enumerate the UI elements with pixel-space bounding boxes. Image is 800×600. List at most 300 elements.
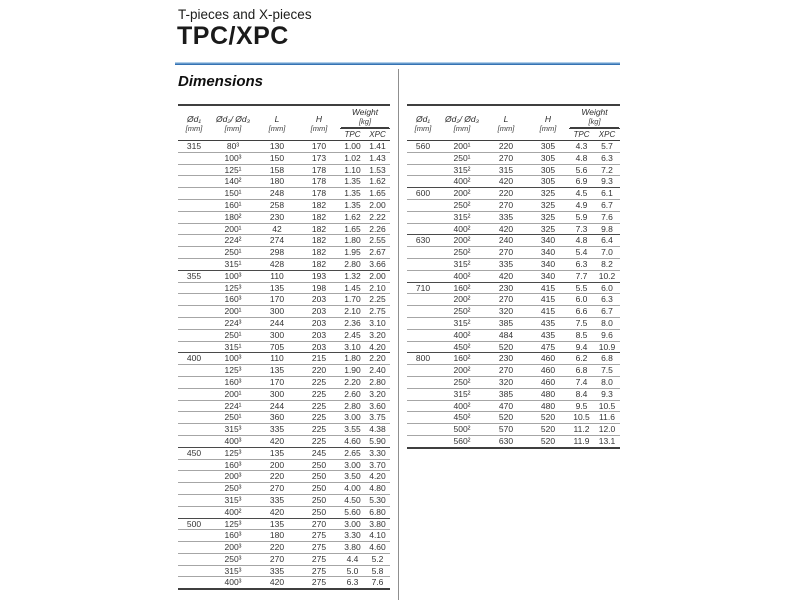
cell-l: 520 xyxy=(485,412,527,424)
cell-d1 xyxy=(407,388,439,400)
table-row xyxy=(407,353,620,365)
table-row xyxy=(407,141,620,153)
cell-tpc: 1.35 xyxy=(340,176,365,188)
cell-h: 250 xyxy=(298,494,340,506)
cell-tpc: 6.8 xyxy=(569,365,594,377)
cell-h: 435 xyxy=(527,317,569,329)
cell-xpc: 9.3 xyxy=(594,176,620,188)
cell-d1: 710 xyxy=(407,282,439,294)
cell-tpc: 6.0 xyxy=(569,294,594,306)
cell-d1 xyxy=(178,235,210,247)
cell-d2: 315² xyxy=(439,317,485,329)
cell-tpc: 3.10 xyxy=(340,341,365,353)
cell-l: 220 xyxy=(256,471,298,483)
cell-tpc: 5.5 xyxy=(569,282,594,294)
cell-xpc: 8.2 xyxy=(594,258,620,270)
cell-l: 110 xyxy=(256,270,298,282)
table-row xyxy=(407,435,620,447)
cell-d2: 400² xyxy=(439,400,485,412)
cell-d1 xyxy=(178,258,210,270)
cell-tpc: 7.4 xyxy=(569,376,594,388)
cell-l: 110 xyxy=(256,353,298,365)
table-row xyxy=(178,341,390,353)
cell-h: 325 xyxy=(527,211,569,223)
cell-tpc: 1.00 xyxy=(340,141,365,153)
column-header-d1: Ød₁ [mm] xyxy=(407,105,439,141)
cell-h: 340 xyxy=(527,235,569,247)
cell-tpc: 2.65 xyxy=(340,447,365,459)
page-title: TPC/XPC xyxy=(177,22,289,50)
cell-tpc: 2.45 xyxy=(340,329,365,341)
cell-d1 xyxy=(178,376,210,388)
table-row xyxy=(407,376,620,388)
cell-tpc: 5.6 xyxy=(569,164,594,176)
table-row xyxy=(178,282,390,294)
table-row xyxy=(178,506,390,518)
cell-d2: 400² xyxy=(439,270,485,282)
cell-h: 182 xyxy=(298,223,340,235)
cell-h: 270 xyxy=(298,518,340,530)
cell-l: 335 xyxy=(256,565,298,577)
cell-d1 xyxy=(407,223,439,235)
cell-tpc: 3.50 xyxy=(340,471,365,483)
cell-xpc: 9.6 xyxy=(594,329,620,341)
cell-d1 xyxy=(178,400,210,412)
dimensions-table-left xyxy=(178,104,390,590)
cell-h: 460 xyxy=(527,365,569,377)
cell-xpc: 11.6 xyxy=(594,412,620,424)
cell-tpc: 4.4 xyxy=(340,553,365,565)
cell-tpc: 4.00 xyxy=(340,483,365,495)
cell-tpc: 8.4 xyxy=(569,388,594,400)
cell-l: 705 xyxy=(256,341,298,353)
cell-d2: 250¹ xyxy=(210,412,256,424)
cell-l: 335 xyxy=(256,424,298,436)
cell-l: 274 xyxy=(256,235,298,247)
cell-l: 244 xyxy=(256,317,298,329)
cell-d1: 800 xyxy=(407,353,439,365)
cell-xpc: 6.3 xyxy=(594,152,620,164)
cell-h: 275 xyxy=(298,553,340,565)
cell-d2: 200¹ xyxy=(210,223,256,235)
cell-d1 xyxy=(407,211,439,223)
cell-d1 xyxy=(178,282,210,294)
cell-d2: 250¹ xyxy=(439,152,485,164)
cell-d1 xyxy=(178,483,210,495)
cell-tpc: 2.10 xyxy=(340,306,365,318)
cell-xpc: 2.25 xyxy=(365,294,390,306)
column-header-weight: Weight [kg] xyxy=(340,105,390,129)
cell-xpc: 5.90 xyxy=(365,435,390,447)
cell-d1 xyxy=(407,317,439,329)
cell-d1 xyxy=(407,176,439,188)
cell-l: 270 xyxy=(485,294,527,306)
table-row xyxy=(178,294,390,306)
cell-d2: 450² xyxy=(439,412,485,424)
cell-tpc: 4.8 xyxy=(569,152,594,164)
cell-tpc: 3.30 xyxy=(340,530,365,542)
cell-d2: 160² xyxy=(439,282,485,294)
cell-d2: 315² xyxy=(439,258,485,270)
cell-xpc: 5.2 xyxy=(365,553,390,565)
cell-d1: 600 xyxy=(407,188,439,200)
cell-tpc: 4.9 xyxy=(569,199,594,211)
cell-d1 xyxy=(178,424,210,436)
cell-d1: 450 xyxy=(178,447,210,459)
cell-d2: 224² xyxy=(210,235,256,247)
table-row xyxy=(178,247,390,259)
cell-d2: 400² xyxy=(210,506,256,518)
cell-xpc: 3.20 xyxy=(365,388,390,400)
cell-h: 245 xyxy=(298,447,340,459)
cell-h: 480 xyxy=(527,400,569,412)
cell-xpc: 13.1 xyxy=(594,435,620,447)
cell-h: 198 xyxy=(298,282,340,294)
cell-h: 203 xyxy=(298,317,340,329)
cell-l: 150 xyxy=(256,152,298,164)
cell-h: 520 xyxy=(527,412,569,424)
cell-tpc: 6.2 xyxy=(569,353,594,365)
cell-tpc: 1.10 xyxy=(340,164,365,176)
table-row xyxy=(407,176,620,188)
cell-h: 215 xyxy=(298,353,340,365)
cell-xpc: 6.80 xyxy=(365,506,390,518)
table-row xyxy=(178,400,390,412)
cell-d2: 200³ xyxy=(210,471,256,483)
cell-xpc: 2.00 xyxy=(365,270,390,282)
cell-d2: 125³ xyxy=(210,518,256,530)
cell-d1 xyxy=(407,412,439,424)
cell-d2: 100³ xyxy=(210,152,256,164)
cell-tpc: 6.3 xyxy=(340,577,365,589)
dimensions-table-right xyxy=(407,104,620,449)
cell-d1 xyxy=(178,530,210,542)
cell-d2: 250² xyxy=(439,376,485,388)
cell-d2: 125³ xyxy=(210,365,256,377)
cell-xpc: 3.66 xyxy=(365,258,390,270)
cell-d1 xyxy=(407,435,439,447)
cell-d1 xyxy=(178,506,210,518)
cell-xpc: 6.7 xyxy=(594,199,620,211)
cell-d2: 224¹ xyxy=(210,400,256,412)
cell-d1 xyxy=(178,176,210,188)
cell-h: 305 xyxy=(527,141,569,153)
cell-l: 230 xyxy=(485,353,527,365)
cell-tpc: 7.3 xyxy=(569,223,594,235)
cell-d2: 100³ xyxy=(210,270,256,282)
cell-tpc: 2.80 xyxy=(340,400,365,412)
table-row xyxy=(178,388,390,400)
cell-tpc: 5.60 xyxy=(340,506,365,518)
cell-d2: 250² xyxy=(439,247,485,259)
cell-xpc: 2.75 xyxy=(365,306,390,318)
cell-d1: 315 xyxy=(178,141,210,153)
cell-l: 360 xyxy=(256,412,298,424)
cell-l: 420 xyxy=(485,223,527,235)
cell-h: 225 xyxy=(298,376,340,388)
cell-xpc: 3.75 xyxy=(365,412,390,424)
cell-tpc: 4.5 xyxy=(569,188,594,200)
cell-xpc: 2.80 xyxy=(365,376,390,388)
cell-xpc: 4.80 xyxy=(365,483,390,495)
cell-d1 xyxy=(178,164,210,176)
table-row xyxy=(178,530,390,542)
cell-h: 170 xyxy=(298,141,340,153)
cell-tpc: 2.60 xyxy=(340,388,365,400)
cell-xpc: 2.10 xyxy=(365,282,390,294)
cell-xpc: 2.55 xyxy=(365,235,390,247)
cell-l: 300 xyxy=(256,329,298,341)
cell-l: 335 xyxy=(256,494,298,506)
cell-d1 xyxy=(178,494,210,506)
cell-h: 340 xyxy=(527,247,569,259)
table-header-row xyxy=(178,105,390,129)
table-row xyxy=(178,353,390,365)
cell-xpc: 3.10 xyxy=(365,317,390,329)
cell-l: 270 xyxy=(485,199,527,211)
cell-l: 420 xyxy=(256,435,298,447)
cell-xpc: 10.2 xyxy=(594,270,620,282)
cell-h: 460 xyxy=(527,376,569,388)
table-row xyxy=(178,565,390,577)
table-row xyxy=(178,435,390,447)
page-subtitle: T-pieces and X-pieces xyxy=(178,7,312,22)
cell-xpc: 3.30 xyxy=(365,447,390,459)
cell-l: 385 xyxy=(485,388,527,400)
cell-xpc: 7.6 xyxy=(594,211,620,223)
cell-xpc: 1.41 xyxy=(365,141,390,153)
table-row xyxy=(178,447,390,459)
cell-d2: 315² xyxy=(439,164,485,176)
cell-xpc: 4.60 xyxy=(365,542,390,554)
cell-d2: 250² xyxy=(439,199,485,211)
cell-tpc: 2.36 xyxy=(340,317,365,329)
cell-d2: 250¹ xyxy=(210,329,256,341)
table-row xyxy=(178,424,390,436)
cell-l: 230 xyxy=(485,282,527,294)
accent-rule xyxy=(175,62,620,65)
left-table xyxy=(178,104,390,590)
cell-d2: 400² xyxy=(439,176,485,188)
cell-d2: 250¹ xyxy=(210,247,256,259)
cell-tpc: 4.50 xyxy=(340,494,365,506)
cell-h: 275 xyxy=(298,565,340,577)
cell-d2: 100³ xyxy=(210,353,256,365)
cell-tpc: 9.5 xyxy=(569,400,594,412)
cell-tpc: 1.45 xyxy=(340,282,365,294)
cell-tpc: 1.35 xyxy=(340,199,365,211)
cell-h: 182 xyxy=(298,235,340,247)
cell-d2: 250³ xyxy=(210,553,256,565)
left-table-body xyxy=(178,141,390,590)
table-row xyxy=(407,211,620,223)
cell-xpc: 3.20 xyxy=(365,329,390,341)
cell-tpc: 11.9 xyxy=(569,435,594,447)
cell-h: 415 xyxy=(527,306,569,318)
cell-xpc: 2.26 xyxy=(365,223,390,235)
cell-xpc: 7.6 xyxy=(365,577,390,589)
cell-h: 182 xyxy=(298,199,340,211)
cell-h: 225 xyxy=(298,412,340,424)
table-row xyxy=(178,270,390,282)
table-row xyxy=(178,376,390,388)
table-row xyxy=(407,424,620,436)
column-header-d2-d3: Ød₂/ Ød₃ [mm] xyxy=(210,105,256,141)
cell-tpc: 3.00 xyxy=(340,518,365,530)
cell-tpc: 2.20 xyxy=(340,376,365,388)
cell-d1: 400 xyxy=(178,353,210,365)
table-row xyxy=(178,164,390,176)
cell-d2: 450² xyxy=(439,341,485,353)
cell-xpc: 4.20 xyxy=(365,471,390,483)
cell-d1 xyxy=(407,400,439,412)
cell-l: 300 xyxy=(256,388,298,400)
table-row xyxy=(178,199,390,211)
cell-tpc: 1.80 xyxy=(340,353,365,365)
column-header-weight: Weight [kg] xyxy=(569,105,620,129)
cell-d1 xyxy=(178,577,210,589)
cell-d2: 125³ xyxy=(210,282,256,294)
cell-l: 428 xyxy=(256,258,298,270)
table-row xyxy=(407,341,620,353)
cell-tpc: 1.62 xyxy=(340,211,365,223)
cell-l: 320 xyxy=(485,306,527,318)
column-header-h: H [mm] xyxy=(527,105,569,141)
table-row xyxy=(178,188,390,200)
cell-l: 130 xyxy=(256,141,298,153)
cell-h: 480 xyxy=(527,388,569,400)
cell-h: 325 xyxy=(527,199,569,211)
table-row xyxy=(178,152,390,164)
table-row xyxy=(178,577,390,589)
cell-xpc: 2.20 xyxy=(365,353,390,365)
cell-l: 270 xyxy=(256,553,298,565)
table-row xyxy=(407,223,620,235)
cell-d1: 630 xyxy=(407,235,439,247)
cell-h: 225 xyxy=(298,400,340,412)
cell-d2: 160³ xyxy=(210,294,256,306)
cell-d2: 315² xyxy=(439,211,485,223)
cell-tpc: 6.3 xyxy=(569,258,594,270)
cell-h: 460 xyxy=(527,353,569,365)
table-row xyxy=(178,412,390,424)
table-row xyxy=(178,494,390,506)
cell-d2: 200² xyxy=(439,188,485,200)
cell-h: 178 xyxy=(298,164,340,176)
column-header-xpc: XPC xyxy=(365,129,390,141)
cell-l: 135 xyxy=(256,447,298,459)
cell-d2: 200¹ xyxy=(210,388,256,400)
cell-xpc: 5.8 xyxy=(365,565,390,577)
cell-l: 320 xyxy=(485,376,527,388)
cell-d1: 355 xyxy=(178,270,210,282)
column-header-tpc: TPC xyxy=(569,129,594,141)
table-row xyxy=(178,258,390,270)
cell-d2: 500² xyxy=(439,424,485,436)
cell-d1 xyxy=(407,294,439,306)
cell-h: 305 xyxy=(527,176,569,188)
column-header-d1: Ød₁ [mm] xyxy=(178,105,210,141)
cell-l: 420 xyxy=(256,577,298,589)
cell-d1 xyxy=(178,152,210,164)
cell-xpc: 7.0 xyxy=(594,247,620,259)
cell-l: 420 xyxy=(485,270,527,282)
cell-l: 240 xyxy=(485,235,527,247)
cell-d1 xyxy=(407,365,439,377)
left-table-header xyxy=(178,105,390,141)
cell-xpc: 2.67 xyxy=(365,247,390,259)
cell-d1 xyxy=(178,199,210,211)
cell-h: 182 xyxy=(298,211,340,223)
cell-d1 xyxy=(178,388,210,400)
cell-tpc: 1.02 xyxy=(340,152,365,164)
cell-h: 435 xyxy=(527,329,569,341)
cell-l: 470 xyxy=(485,400,527,412)
table-row xyxy=(178,471,390,483)
cell-tpc: 9.4 xyxy=(569,341,594,353)
cell-h: 325 xyxy=(527,223,569,235)
column-divider xyxy=(398,69,399,600)
cell-d2: 160³ xyxy=(210,376,256,388)
cell-d1 xyxy=(178,435,210,447)
cell-xpc: 10.9 xyxy=(594,341,620,353)
cell-l: 630 xyxy=(485,435,527,447)
column-header-xpc: XPC xyxy=(594,129,620,141)
cell-tpc: 11.2 xyxy=(569,424,594,436)
table-header-row xyxy=(407,105,620,129)
cell-d2: 315² xyxy=(439,388,485,400)
cell-l: 385 xyxy=(485,317,527,329)
table-row xyxy=(407,400,620,412)
cell-d1 xyxy=(178,306,210,318)
table-row xyxy=(178,365,390,377)
cell-tpc: 5.4 xyxy=(569,247,594,259)
cell-l: 170 xyxy=(256,376,298,388)
column-header-tpc: TPC xyxy=(340,129,365,141)
cell-xpc: 1.53 xyxy=(365,164,390,176)
cell-d2: 315³ xyxy=(210,494,256,506)
cell-l: 230 xyxy=(256,211,298,223)
cell-d1 xyxy=(407,341,439,353)
cell-d2: 400³ xyxy=(210,577,256,589)
cell-l: 570 xyxy=(485,424,527,436)
cell-h: 182 xyxy=(298,247,340,259)
table-row xyxy=(407,199,620,211)
cell-tpc: 1.70 xyxy=(340,294,365,306)
cell-d2: 400² xyxy=(439,223,485,235)
cell-d1 xyxy=(407,199,439,211)
cell-l: 484 xyxy=(485,329,527,341)
cell-l: 135 xyxy=(256,365,298,377)
cell-d1 xyxy=(178,341,210,353)
cell-h: 203 xyxy=(298,341,340,353)
cell-d1 xyxy=(178,188,210,200)
cell-d2: 160³ xyxy=(210,530,256,542)
cell-h: 325 xyxy=(527,188,569,200)
table-row xyxy=(407,282,620,294)
cell-xpc: 3.80 xyxy=(365,518,390,530)
cell-d2: 400² xyxy=(439,329,485,341)
cell-l: 270 xyxy=(485,247,527,259)
cell-d1 xyxy=(407,270,439,282)
cell-d1 xyxy=(178,471,210,483)
cell-tpc: 7.5 xyxy=(569,317,594,329)
cell-l: 420 xyxy=(256,506,298,518)
cell-tpc: 10.5 xyxy=(569,412,594,424)
table-row xyxy=(407,270,620,282)
cell-d2: 200³ xyxy=(210,542,256,554)
cell-l: 258 xyxy=(256,199,298,211)
